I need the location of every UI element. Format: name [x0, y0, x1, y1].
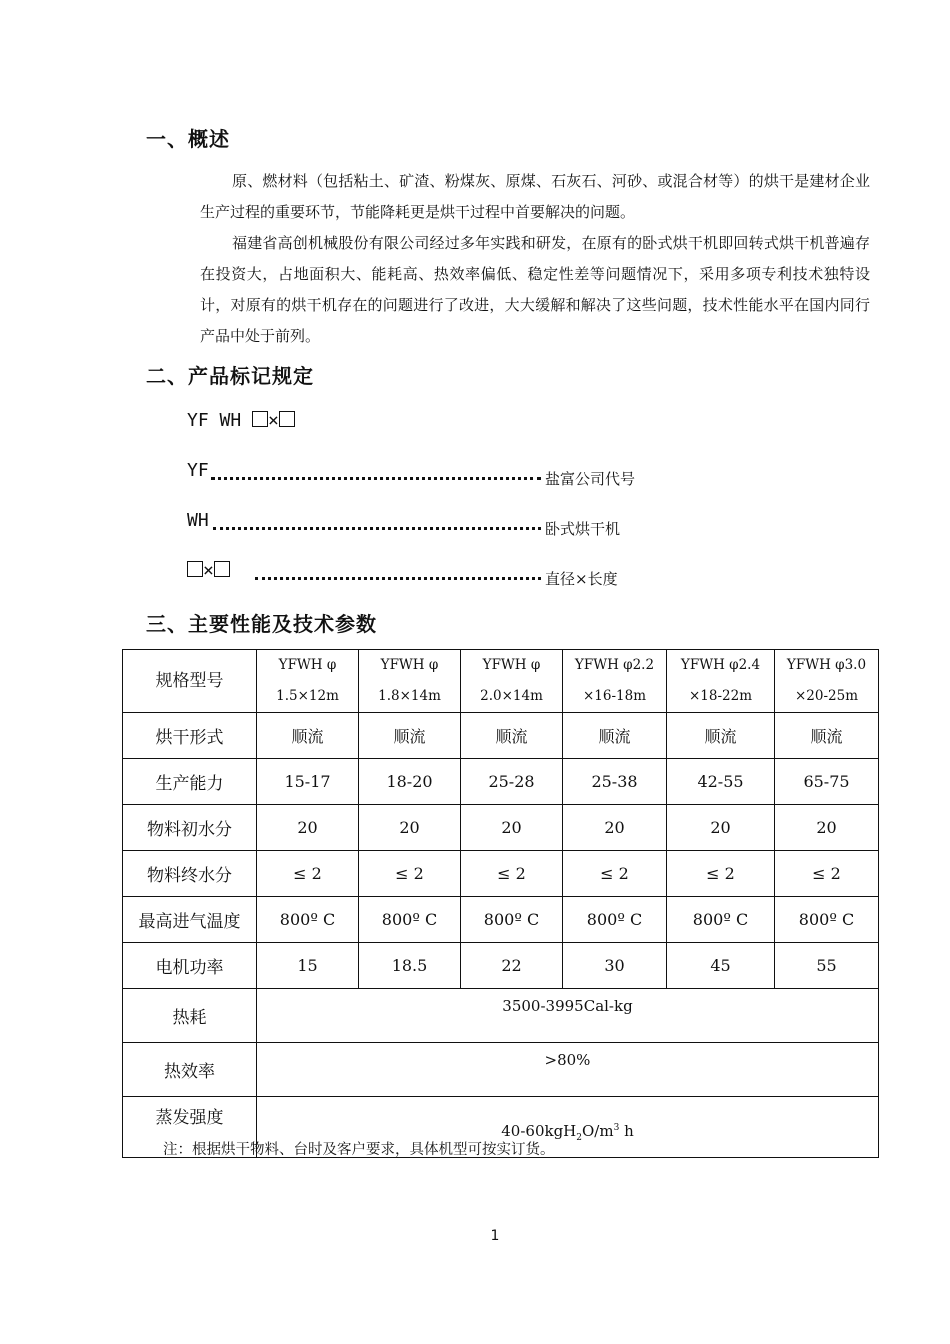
table-cell: 800º C: [667, 897, 775, 943]
table-cell: 20: [461, 805, 563, 851]
table-row: [123, 1043, 879, 1097]
dot-leader: [211, 477, 541, 480]
table-cell: 20: [667, 805, 775, 851]
diameter-box-icon: [252, 411, 268, 427]
table-cell: 18.5: [359, 943, 461, 989]
table-cell: ≤ 2: [667, 851, 775, 897]
table-cell: 20: [359, 805, 461, 851]
marking-code: [187, 560, 230, 581]
model-prefix: YF WH: [187, 410, 242, 431]
table-cell-merged: >80%: [257, 1043, 879, 1097]
table-row: [123, 897, 879, 943]
table-cell: 65-75: [775, 759, 879, 805]
table-cell: 22: [461, 943, 563, 989]
table-cell: 顺流: [461, 713, 563, 759]
table-cell: 25-38: [563, 759, 667, 805]
marking-code: WH: [187, 510, 209, 531]
table-row: [123, 759, 879, 805]
table-row-label: 热耗: [123, 989, 257, 1043]
table-cell: 42-55: [667, 759, 775, 805]
table-row-label: 最高进气温度: [123, 897, 257, 943]
times-sign: ×: [203, 560, 214, 581]
length-box-icon: [214, 561, 230, 577]
table-cell: 顺流: [359, 713, 461, 759]
table-cell: 45: [667, 943, 775, 989]
table-row: [123, 943, 879, 989]
table-cell: ≤ 2: [563, 851, 667, 897]
table-cell: 800º C: [461, 897, 563, 943]
table-row-label: 物料初水分: [123, 805, 257, 851]
table-row-label: 蒸发强度: [123, 1097, 257, 1158]
model-marking: [187, 410, 295, 431]
table-cell-merged: 3500-3995Cal-kg: [257, 989, 879, 1043]
table-cell: 顺流: [667, 713, 775, 759]
marking-row-wh: [187, 510, 621, 538]
table-cell: ≤ 2: [461, 851, 563, 897]
model-cell: YFWH φ3.0 ×20-25m: [775, 650, 879, 713]
section-title-overview: 一、概述: [146, 127, 230, 151]
table-cell: 顺流: [563, 713, 667, 759]
model-cell: YFWH φ2.4 ×18-22m: [667, 650, 775, 713]
marking-desc: 卧式烘干机: [545, 520, 621, 538]
marking-code: YF: [187, 460, 209, 481]
table-cell: 800º C: [563, 897, 667, 943]
table-cell: 55: [775, 943, 879, 989]
table-row-label: 物料终水分: [123, 851, 257, 897]
parameters-table: [122, 649, 879, 1158]
table-row-label: 规格型号: [123, 650, 257, 713]
section-title-parameters: 三、主要性能及技术参数: [146, 612, 377, 636]
table-cell: 20: [775, 805, 879, 851]
diameter-box-icon: [187, 561, 203, 577]
table-row: [123, 713, 879, 759]
overview-paragraph-2: 福建省高创机械股份有限公司经过多年实践和研发，在原有的卧式烘干机即回转式烘干机普遍存在投资大，占地面积大、能耗高、热效率偏低、稳定性差等问题情况下，采用多项专利技术独特设计，对原有的烘干机存在的问题进行了改进，大大缓解和解决了这些问题，技术性能水平在国内同行产品中处于前列。: [200, 234, 870, 345]
table-cell: 顺流: [257, 713, 359, 759]
table-row: [123, 989, 879, 1043]
table-row: [123, 851, 879, 897]
table-cell-merged: $40-60kgH_2O/m^3$ h: [257, 1097, 879, 1158]
table-cell: 800º C: [257, 897, 359, 943]
model-cell: YFWH φ2.2 ×16-18m: [563, 650, 667, 713]
table-note: 注：根据烘干物料、台时及客户要求，具体机型可按实订货。: [163, 1142, 555, 1158]
length-box-icon: [279, 411, 295, 427]
table-header-row: [123, 650, 879, 713]
table-cell: ≤ 2: [359, 851, 461, 897]
table-cell: 18-20: [359, 759, 461, 805]
table-cell: 20: [257, 805, 359, 851]
model-cell: YFWH φ 1.8×14m: [359, 650, 461, 713]
table-cell: ≤ 2: [775, 851, 879, 897]
table-cell: ≤ 2: [257, 851, 359, 897]
table-row-label: 烘干形式: [123, 713, 257, 759]
marking-row-yf: [187, 460, 636, 488]
table-cell: 30: [563, 943, 667, 989]
table-cell: 顺流: [775, 713, 879, 759]
table-row-label: 生产能力: [123, 759, 257, 805]
table-cell: 25-28: [461, 759, 563, 805]
table-cell: 800º C: [775, 897, 879, 943]
dot-leader: [255, 577, 541, 580]
marking-row-size: [187, 560, 618, 588]
dot-leader: [213, 527, 541, 530]
table-cell: 15-17: [257, 759, 359, 805]
marking-desc: 盐富公司代号: [545, 470, 636, 488]
overview-paragraph-1: 原、燃材料（包括粘土、矿渣、粉煤灰、原煤、石灰石、河砂、或混合材等）的烘干是建材企业生产过程的重要环节，节能降耗更是烘干过程中首要解决的问题。: [200, 172, 870, 221]
model-cell: YFWH φ 1.5×12m: [257, 650, 359, 713]
table-cell: 15: [257, 943, 359, 989]
table-row-label: 热效率: [123, 1043, 257, 1097]
model-cell: YFWH φ 2.0×14m: [461, 650, 563, 713]
table-row: [123, 805, 879, 851]
section-title-marking: 二、产品标记规定: [146, 364, 314, 388]
page-number: 1: [490, 1228, 500, 1244]
table-cell: 800º C: [359, 897, 461, 943]
marking-desc: 直径×长度: [545, 570, 618, 588]
table-cell: 20: [563, 805, 667, 851]
times-sign: ×: [268, 410, 279, 431]
table-row-label: 电机功率: [123, 943, 257, 989]
